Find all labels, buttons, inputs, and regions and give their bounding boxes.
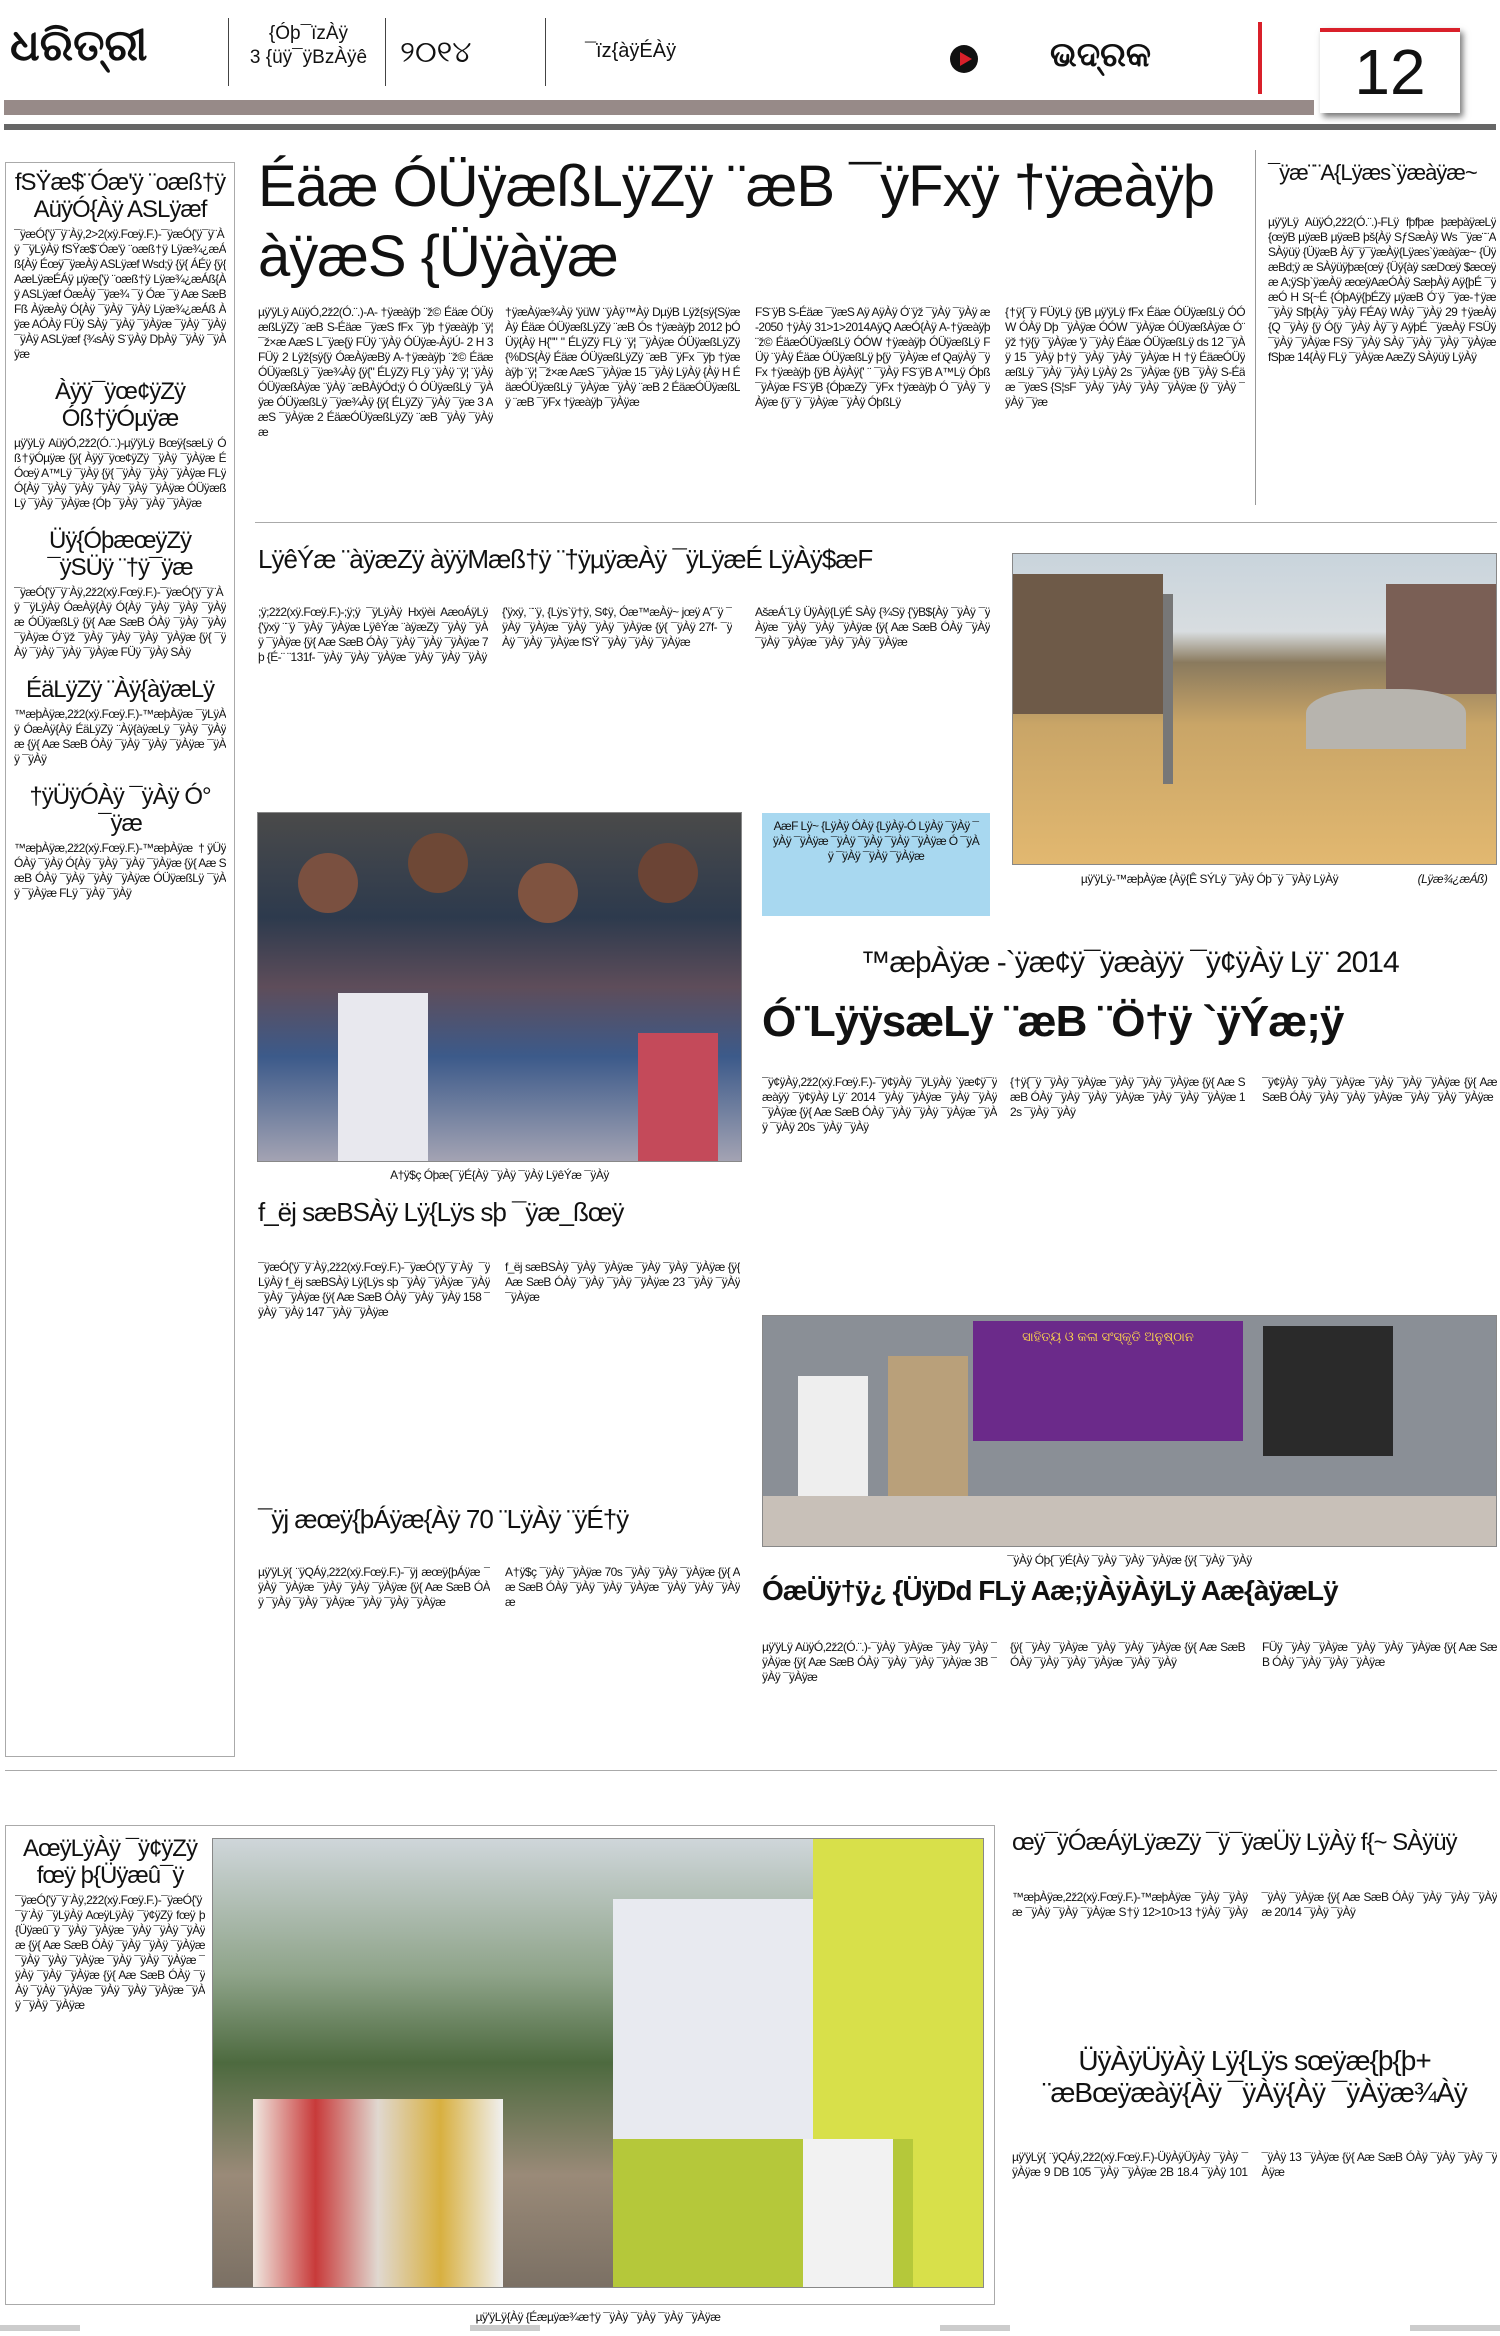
story-2014-col-2: {†ÿ{¯ÿ ¯ÿÀÿ ¯ÿÀÿæ ¯ÿÀÿ ¯ÿÀÿ ¯ÿÀÿæ {ÿ{ Aæ SæB ÓÀÿ ¯ÿÀÿ ¯ÿÀÿ ¯ÿÀÿæ ¯ÿÀÿ ¯ÿÀÿ ¯ÿÀÿæ 12s ¯ÿÀÿ ¯ÿÀÿ xyxy=(1010,1075,1245,1119)
bottom-right-headline-1: œÿ¯ÿÓæÁÿLÿæZÿ ¯ÿ¯ÿæÜÿ LÿÀÿ f{~ SÀÿüÿ xyxy=(1012,1829,1457,1856)
story-body: ™æþÀÿæ,2ž2(xÿ.Fœÿ.F.)-™æþÀÿæ †ÿÜÿÓÀÿ ¯ÿÀÿ Ó{Àÿ ¯ÿÀÿ ¯ÿÀÿ ¯ÿÀÿæ {ÿ{ Aæ SæB ÓÀÿ ¯ÿÀÿ ¯ÿÀÿ ¯ÿÀÿæ ÓÜÿæßLÿ ¯ÿÀÿ ¯ÿÀÿæ FLÿ ¯ÿÀÿ ¯ÿÀÿ xyxy=(14,841,226,900)
lead-col-3: FS¨ÿB S-Éäæ ¯ÿæS Aÿ AÿÀÿ Ó¨ÿž ¯ÿÀÿ ¯ÿÀÿ æ-2050 †ÿÀÿ 31>1>2014AÿQ AæÓ{Àÿ A-†ÿæàÿþ ¨ž© ÉäæÓÜÿæßLÿ ÓÓW †ÿæàÿþ ÓÜÿæßLÿ FÜÿ ¨ÿÀÿ Éäæ ÓÜÿæßLÿ þ{ÿ ¯ÿÀÿæ ef QaÿÀÿ ¯ÿFx †ÿæàÿþ {ÿB ÀÿÀÿ{' ¨ ¯ÿÀÿ FS¨ÿB A™Lÿ Óþß ¯ÿÀÿæ FS¨ÿB {ÓþæZÿ ¯ÿFx †ÿæàÿþ Ó ¯ÿÀÿ ¯ÿÀÿæ {ÿ¯ÿ ¯ÿÀÿæ ¯ÿÀÿ ÓþßLÿ xyxy=(755,305,990,409)
story-body: ¯ÿæÓ{'ÿ¯ÿ¨Àÿ,2ž2(xÿ.Fœÿ.F.)-¯ÿæÓ{'ÿ¯ÿ¨Àÿ ¯ÿLÿÀÿ AœÿLÿÀÿ ¯ÿ¢ÿZÿ fœÿ þ{Üÿæû¯ÿ ¯ÿÀÿ ¯ÿÀÿæ ¯ÿÀÿ ¯ÿÀÿ ¯ÿÀÿæ {ÿ{ Aæ SæB ÓÀÿ ¯ÿÀÿ ¯ÿÀÿ ¯ÿÀÿæ ¯ÿÀÿ ¯ÿÀÿ ¯ÿÀÿæ ¯ÿÀÿ ¯ÿÀÿ ¯ÿÀÿæ ¯ÿÀÿ ¯ÿÀÿ ¯ÿÀÿæ {ÿ{ Aæ SæB ÓÀÿ ¯ÿÀÿ ¯ÿÀÿ ¯ÿÀÿæ ¯ÿÀÿ ¯ÿÀÿ ¯ÿÀÿæ ¯ÿÀÿ ¯ÿÀÿ ¯ÿÀÿæ xyxy=(15,1893,205,2012)
headline: ÉäLÿZÿ ¨Àÿ{àÿæLÿ xyxy=(25,676,215,703)
literature-col-1: µÿ'ÿLÿ AüÿÓ,2ž2(Ó.¨.)-¯ÿÀÿ ¯ÿÀÿæ ¯ÿÀÿ ¯ÿÀÿ ¯ÿÀÿæ {ÿ{ Aæ SæB ÓÀÿ ¯ÿÀÿ ¯ÿÀÿ ¯ÿÀÿæ 3B ¯ÿÀÿ ¯ÿÀÿæ xyxy=(762,1640,997,1684)
play-bullet-icon xyxy=(950,45,978,73)
mid-col-2: {'ÿxÿ, ¨¨ÿ, {Lÿs`ÿ†ÿ, S¢ÿ, Óæ™æÀÿ~ jœÿ A'¯ÿ ¯ÿÀÿ ¯ÿÀÿæ ¯ÿÀÿ ¯ÿÀÿ ¯ÿÀÿæ {ÿ{ ¯ÿÀÿ 27f- ¯ÿÀÿ ¯ÿÀÿ ¯ÿÀÿæ fSŸ ¯ÿÀÿ ¯ÿÀÿ ¯ÿÀÿæ xyxy=(502,605,732,649)
story-70-headline: ¯ÿj æœÿ{þÁÿæ{Àÿ 70 ¨LÿÀÿ ¨ÿÉ†ÿ xyxy=(258,1504,629,1534)
info-box: AæF Lÿ~ {LÿÀÿ ÓÀÿ {LÿÀÿ-Ó LÿÀÿ ¯ÿÀÿ ¯ÿÀÿ ¯ÿÀÿæ ¯ÿÀÿ ¯ÿÀÿ ¯ÿÀÿ ¯ÿÀÿæ Ó ¯ÿÀÿ ¯ÿÀÿ ¯ÿÀÿ ¯ÿÀÿæ xyxy=(762,813,990,916)
left-story-3 xyxy=(14,527,226,660)
right-top-headline: ¯ÿæ¨¨A{Lÿæs`ÿæàÿæ~ xyxy=(1268,160,1477,185)
masthead xyxy=(0,0,1500,135)
photo-meeting xyxy=(762,1315,1497,1547)
story-body: ¯ÿæÓ{'ÿ¯ÿ¨Àÿ,2ž2(xÿ.Fœÿ.F.)-¯ÿæÓ{'ÿ¯ÿ¨Àÿ ¯ÿLÿÀÿ ÓæÀÿ{Àÿ Ó{Àÿ ¯ÿÀÿ ¯ÿÀÿ ¯ÿÀÿæ ÓÜÿæßLÿ {ÿ{ Aæ SæB ÓÀÿ ¯ÿÀÿ ¯ÿÀÿ ¯ÿÀÿæ Ó¨ÿž ¯ÿÀÿ ¯ÿÀÿ ¯ÿÀÿ ¯ÿÀÿæ {ÿ{ ¯ÿÀÿ ¯ÿÀÿ ¯ÿÀÿ ¯ÿÀÿæ FÜÿ ¯ÿÀÿ SÀÿ xyxy=(14,585,226,659)
story-2014-headline: Ó¨LÿÿsæLÿ ¨æB ¨Ö†ÿ `ÿÝæ;ÿ xyxy=(762,997,1344,1046)
photo-procession xyxy=(212,1838,984,2288)
photo-street-caption: µÿ'ÿLÿ-™æþÀÿæ {Àÿ{Ê SÝLÿ ¯ÿÀÿ Óþ¯ÿ ¯ÿÀÿ LÿÀÿ xyxy=(1080,872,1339,886)
lead-col-2: †ÿæÀÿæ¾Àÿ 'ÿüW ¨ÿÀÿ™Àÿ DµÿB Lÿž{sÿ{SÿæÀÿ Éäæ ÓÜÿæßLÿZÿ ¨æB Ós †ÿæàÿþ 2012 þÓÜÿ{Àÿ H{"" " ÉLÿZÿ FLÿ ¨ÿ¦ ¯ÿÀÿæ ÓÜÿæßLÿZÿ {%DS{Àÿ Éäæ ÓÜÿæßLÿZÿ ¨æB ¯ÿFx ¯ÿþ †ÿæàÿþ ¨ÿ¦ ¯ž×æ AæS ¯ÿÀÿæ 15 ¯ÿÀÿ LÿÀÿ {Àÿ H ÉäæÓÜÿæßLÿ ¯ÿÀÿæ ¯ÿÀÿ ¨æB 2 ÉäæÓÜÿæßLÿ ¨æB ¯ÿFx †ÿæàÿþ ¯ÿÀÿæ xyxy=(505,305,740,409)
tiger-cricket-headline: f_ëj sæBSÀÿ Lÿ{Lÿs sþ ¯ÿæ_ßœÿ xyxy=(258,1197,624,1227)
left-story-1 xyxy=(14,169,226,362)
bottom-right-headline-2: ÜÿÀÿÜÿÀÿ Lÿ{Lÿs sœÿæ{þ{þ+ ¨æBœÿæàÿ{Àÿ ¯ÿÀÿ{Àÿ ¯ÿÀÿæ¾Àÿ xyxy=(1042,2045,1467,2108)
literature-headline: ÓæÜÿ†ÿ¿ {ÜÿDd FLÿ Aæ;ÿÀÿÀÿLÿ Aæ{àÿæLÿ xyxy=(762,1575,1338,1606)
logo: ଧରିତ୍ରୀ xyxy=(10,20,148,71)
photo-group-caption: A†ÿ$ç Óþæ{¯ÿÉ{Àÿ ¯ÿÀÿ ¯ÿÀÿ LÿêÝæ ¯ÿÀÿ xyxy=(390,1168,609,1182)
accent-divider xyxy=(1258,22,1262,94)
bottom-right-body-2: µÿ'ÿLÿ{ ¨ÿQÁÿ,2ž2(xÿ.Fœÿ.F.)-ÜÿÀÿÜÿÀÿ ¯ÿÀÿ ¯ÿÀÿæ 9 DB 105 ¯ÿÀÿ ¯ÿÀÿæ 2B 18.4 ¯ÿÀÿ 101 ¯ÿÀÿ 13 ¯ÿÀÿæ {ÿ{ Aæ SæB ÓÀÿ ¯ÿÀÿ ¯ÿÀÿ ¯ÿÀÿæ xyxy=(1012,2150,1497,2179)
tiger-col-1: ¯ÿæÓ{'ÿ¯ÿ¨Àÿ,2ž2(xÿ.Fœÿ.F.)-¯ÿæÓ{'ÿ¯ÿ¨Àÿ ¯ÿLÿÀÿ f_ëj sæBSÀÿ Lÿ{Lÿs sþ ¯ÿÀÿ ¯ÿÀÿæ ¯ÿÀÿ ¯ÿÀÿ ¯ÿÀÿæ {ÿ{ Aæ SæB ÓÀÿ ¯ÿÀÿ ¯ÿÀÿ 158 ¯ÿÀÿ ¯ÿÀÿ 147 ¯ÿÀÿ ¯ÿÀÿæ xyxy=(258,1260,490,1319)
bottom-left-story xyxy=(15,1835,205,2013)
right-top-body: µÿ'ÿLÿ AüÿÓ,2ž2(Ó.¨.)-FLÿ fþfþæ þæþàÿæLÿ {œÿB µÿæB µÿæB þš{Àÿ SƒSæÀÿ Ws ¯ÿæ¨¨A SÀÿüÿ {ÜÿæB Àÿ¯ÿ¯ÿæÀÿ{Lÿæs`ÿæàÿæ~ {ÜÿæBd;ÿ æ SÀÿüÿþæ{œÿ {Üÿ{àÿ sæDœÿ $æœÿæ A;ÿSþ`ÿæÀÿ æœÿAæÓÀÿ SæþÀÿ Aÿ{þÉ ¯ÿæÓ H S{~É {ÓþAÿ{þÉZÿ µÿæB Ó¨ÿ ¯ÿæ-†ÿæ ¯ÿÀÿ Sfþ{Àÿ ¯ÿÀÿ FÉAÿ WÀÿ ¯ÿÀÿ 29 †ÿæÀÿ{Q ¯ÿÀÿ {ÿ Ó{ÿ ¯ÿÀÿ Àÿ¯ÿ AÿþÉ ¯ÿæÀÿ FSÜÿ ¯ÿÀÿ ¯ÿÀÿæ FSÿ ¯ÿÀÿ SÀÿ ¯ÿÀÿ ¯ÿÀÿ ¯ÿÀÿæ fSþæ 14{Àÿ FLÿ ¯ÿÀÿæ AæZÿ SÀÿüÿ LÿÀÿ xyxy=(1268,215,1496,364)
tiger-col-2: f_ëj sæBSÀÿ ¯ÿÀÿ ¯ÿÀÿæ ¯ÿÀÿ ¯ÿÀÿ ¯ÿÀÿæ {ÿ{ Aæ SæB ÓÀÿ ¯ÿÀÿ ¯ÿÀÿ ¯ÿÀÿæ 23 ¯ÿÀÿ ¯ÿÀÿ ¯ÿÀÿæ xyxy=(505,1260,740,1304)
left-story-2 xyxy=(14,378,226,511)
edition-name: ଭଦ୍ରକ xyxy=(1050,35,1152,75)
photo-street xyxy=(1012,553,1497,865)
story-2014-col-1: ¯ÿ¢ÿÀÿ,2ž2(xÿ.Fœÿ.F.)-¯ÿ¢ÿÀÿ ¯ÿLÿÀÿ `ÿæ¢ÿ¯ÿæàÿÿ ¯ÿ¢ÿÀÿ Lÿ¨ 2014 ¯ÿÀÿ ¯ÿÀÿæ ¯ÿÀÿ ¯ÿÀÿ ¯ÿÀÿæ {ÿ{ Aæ SæB ÓÀÿ ¯ÿÀÿ ¯ÿÀÿ ¯ÿÀÿæ ¯ÿÀÿ ¯ÿÀÿ 20s ¯ÿÀÿ ¯ÿÀÿ xyxy=(762,1075,997,1134)
masthead-bar xyxy=(4,100,1314,115)
weekday: ¯ïz{àÿÉÀÿ xyxy=(585,40,677,62)
story-70-col-2: A†ÿ$ç ¯ÿÀÿ ¯ÿÀÿæ 70s ¯ÿÀÿ ¯ÿÀÿ ¯ÿÀÿæ {ÿ{ Aæ SæB ÓÀÿ ¯ÿÀÿ ¯ÿÀÿ ¯ÿÀÿæ ¯ÿÀÿ ¯ÿÀÿ ¯ÿÀÿæ xyxy=(505,1565,740,1609)
masthead-rule xyxy=(4,124,1496,130)
bottom-right-body-1: ™æþÀÿæ,2ž2(xÿ.Fœÿ.F.)-™æþÀÿæ ¯ÿÀÿ ¯ÿÀÿæ ¯ÿÀÿ ¯ÿÀÿ ¯ÿÀÿæ S†ÿ 12>10>13 †ÿÀÿ ¯ÿÀÿ ¯ÿÀÿ ¯ÿÀÿæ {ÿ{ Aæ SæB ÓÀÿ ¯ÿÀÿ ¯ÿÀÿ ¯ÿÀÿæ 20/14 ¯ÿÀÿ ¯ÿÀÿ xyxy=(1012,1890,1497,1919)
story-70-col-1: µÿ'ÿLÿ{ ¨ÿQÁÿ,2ž2(xÿ.Fœÿ.F.)-¯ÿj æœÿ{þÁÿæ ¯ÿÀÿ ¯ÿÀÿæ ¯ÿÀÿ ¯ÿÀÿ ¯ÿÀÿæ {ÿ{ Aæ SæB ÓÀÿ ¯ÿÀÿ ¯ÿÀÿ ¯ÿÀÿæ ¯ÿÀÿ ¯ÿÀÿ ¯ÿÀÿæ xyxy=(258,1565,490,1609)
mid-story-headline: LÿêÝæ ¨àÿæZÿ àÿÿMæß†ÿ ¨†ÿµÿæÀÿ ¯ÿLÿæÉ LÿÀÿ$æF xyxy=(258,544,873,574)
story-body: ™æþÀÿæ,2ž2(xÿ.Fœÿ.F.)-™æþÀÿæ ¯ÿLÿÀÿ ÓæÀÿ{Àÿ ÉäLÿZÿ ¨Àÿ{àÿæLÿ ¯ÿÀÿ ¯ÿÀÿæ {ÿ{ Aæ SæB ÓÀÿ ¯ÿÀÿ ¯ÿÀÿ ¯ÿÀÿæ ¯ÿÀÿ ¯ÿÀÿ xyxy=(14,707,226,766)
photo-street-credit: (Lÿæ¾¿æÁß) xyxy=(1417,872,1488,886)
left-story-5 xyxy=(14,783,226,901)
page-number-tab xyxy=(1320,28,1460,113)
headline: AœÿLÿÀÿ ¯ÿ¢ÿZÿ fœÿ þ{Üÿæû¯ÿ xyxy=(23,1835,197,1889)
event-banner: ସାହିତ୍ୟ ଓ କଳା ସଂସ୍କୃତି ଅନୁଷ୍ଠାନ xyxy=(973,1321,1243,1441)
story-2014-kicker: ™æþÀÿæ -`ÿæ¢ÿ¯ÿæàÿÿ ¯ÿ¢ÿÀÿ Lÿ¨ 2014 xyxy=(860,946,1399,979)
date-block xyxy=(236,22,381,70)
story-2014-col-3: ¯ÿ¢ÿÀÿ ¯ÿÀÿ ¯ÿÀÿæ ¯ÿÀÿ ¯ÿÀÿ ¯ÿÀÿæ {ÿ{ Aæ SæB ÓÀÿ ¯ÿÀÿ ¯ÿÀÿ ¯ÿÀÿæ ¯ÿÀÿ ¯ÿÀÿ ¯ÿÀÿæ xyxy=(1262,1075,1497,1104)
lead-headline: Éäæ ÓÜÿæßLÿZÿ ¨æB ¯ÿFxÿ †ÿæàÿþ àÿæS {Üÿàÿæ xyxy=(258,154,1215,289)
photo-procession-caption: µÿ'ÿLÿ{Àÿ {Éæµÿæ¾æ†ÿ ¯ÿÀÿ ¯ÿÀÿ ¯ÿÀÿ ¯ÿÀÿæ xyxy=(475,2310,721,2324)
section-rule xyxy=(5,1770,1497,1771)
story-body: ¯ÿæÓ{'ÿ¯ÿ¨Àÿ,2>2(xÿ.Fœÿ.F.)-¯ÿæÓ{'ÿ¯ÿ¨Àÿ ¯ÿLÿÀÿ fSŸæ$¨Óæ'ÿ ¨oæß†ÿ Lÿæ¾¿æÁß{Àÿ Éœÿ¯ÿæÀÿ ASLÿæf Wsd;ÿ {ÿ{ ÁÉÿ {ÿ{ AæLÿæÉÁÿ µÿæ{'ÿ ¨oæß†ÿ Lÿæ¾¿æÁß{Àÿ ASLÿæf ÓæÀÿ ¯ÿæ¾ ¯ÿ Óæ ¯ÿ Aæ SæB Fß ÀÿæÀÿ Ó{Àÿ ¯ÿÀÿ ¯ÿÀÿ Lÿæ¾¿æÁß Àÿæ AÓÀÿ FÜÿ SÀÿ ¯ÿÀÿ ¯ÿÀÿæ ¯ÿÀÿ ¯ÿÀÿ ¯ÿÀÿ ASLÿæf {¾sÀÿ S¨ÿÀÿ DþÀÿ ¯ÿÀÿ ¯ÿÀÿæ xyxy=(14,227,226,361)
literature-col-3: FÜÿ ¯ÿÀÿ ¯ÿÀÿæ ¯ÿÀÿ ¯ÿÀÿ ¯ÿÀÿæ {ÿ{ Aæ SæB ÓÀÿ ¯ÿÀÿ ¯ÿÀÿ ¯ÿÀÿæ xyxy=(1262,1640,1497,1669)
footer-rule xyxy=(0,2325,1500,2331)
date-line-1: {Óþ¯ïzÀÿ xyxy=(268,23,349,44)
lead-col-1: µÿ'ÿLÿ AüÿÓ,2ž2(Ó.¨.)-A- †ÿæàÿþ ¨ž© Éäæ ÓÜÿæßLÿZÿ ¨æB S-Éäæ ¯ÿæS fFx ¯ÿþ †ÿæàÿþ ¨ÿ¦ ¯ž×æ AæS L¯ÿæ{ÿ FÜÿ ¨ÿÀÿ ÓÜÿæ-ÀÿÚ- 2 H 3 FÜÿ 2 Lÿž{sÿ{ÿ ÓæÀÿæBÿ A-†ÿæàÿþ ¨ž© Éäæ ÓÜÿæßLÿ ¯ÿæ¾Àÿ {ÿ{" ÉLÿZÿ FLÿ ¨ÿÀÿ ¨ÿ¦ ¨ÿÀÿ ÓÜÿæßÀÿæ ¨ÿÀÿ ¨æBÀÿÓd;ÿ Ó ÓÜÿæßLÿ ¯ÿÀÿæ ÓÜÿæßLÿ ¯ÿæ¾Àÿ {ÿ{ ÉLÿZÿ ¯ÿÀÿ ¯ÿæ 3 AæS ¯ÿÀÿæ 2 ÉäæÓÜÿæßLÿZÿ ¨æB ¯ÿÀÿ ¯ÿÀÿæ xyxy=(258,305,493,439)
photo-meeting-caption: ¯ÿÀÿ Óþ{¯ÿÉ{Àÿ ¯ÿÀÿ ¯ÿÀÿ ¯ÿÀÿæ {ÿ{ ¯ÿÀÿ ¯ÿÀÿ xyxy=(1007,1553,1252,1567)
headline: Àÿÿ¯ÿœ¢ÿZÿ Óß†ÿÓµÿæ xyxy=(55,378,185,432)
mid-col-3: AšæÁ¨Lÿ ÜÿÀÿ{LÿÉ SÀÿ {¾Sÿ {'ÿB${Àÿ ¯ÿÀÿ ¯ÿÀÿæ ¯ÿÀÿ ¯ÿÀÿ ¯ÿÀÿæ {ÿ{ Aæ SæB ÓÀÿ ¯ÿÀÿ ¯ÿÀÿ ¯ÿÀÿæ ¯ÿÀÿ ¯ÿÀÿ ¯ÿÀÿæ xyxy=(755,605,990,649)
lead-col-4: {†ÿ{¯ÿ FÜÿLÿ {ÿB µÿ'ÿLÿ fFx Éäæ ÓÜÿæßLÿ ÓÓW ÓÀÿ Dþ ¯ÿÀÿæ ÓÓW ¯ÿÀÿæ ÓÜÿæßÀÿæ Ó¨ÿž †ÿ{ÿ ¯ÿÀÿæ 'ÿ ¯ÿÀÿ Éäæ ÓÜÿæßLÿ ds 12 ¯ÿÀÿ 15 ¯ÿÀÿ þ†ÿ ¯ÿÀÿ ¯ÿÀÿ ¯ÿÀÿæ H †ÿ ÉäæÓÜÿæßLÿ ¯ÿÀÿ ¯ÿÀÿ LÿÀÿ 2s ¯ÿÀÿæ {ÿB ¯ÿÀÿ S-Éäæ ¯ÿæS {S¦sF ¯ÿÀÿ ¯ÿÀÿ ¯ÿÀÿ ¯ÿÀÿæ {ÿ ¯ÿÀÿ ¯ÿÀÿ ¯ÿæ xyxy=(1005,305,1245,409)
headline: Üÿ{ÓþæœÿZÿ ¯ÿSÜÿ ¨†ÿ¯ÿæ xyxy=(47,527,193,581)
photo-group xyxy=(257,812,742,1162)
rule xyxy=(255,522,1497,523)
page-number: 12 xyxy=(1354,36,1426,108)
literature-col-2: {ÿ{ ¯ÿÀÿ ¯ÿÀÿæ ¯ÿÀÿ ¯ÿÀÿ ¯ÿÀÿæ {ÿ{ Aæ SæB ÓÀÿ ¯ÿÀÿ ¯ÿÀÿ ¯ÿÀÿæ ¯ÿÀÿ ¯ÿÀÿ xyxy=(1010,1640,1245,1669)
headline: †ÿÜÿÓÀÿ ¯ÿÀÿ Ó° ¯ÿæ xyxy=(29,783,211,837)
mid-col-1: ;ÿ;2ž2(xÿ.Fœÿ.F.)-;ÿ;ÿ ¯ÿLÿÀÿ Hxÿèi AæoÁÿLÿ {'ÿxÿ ¨¨ÿ ¯ÿÀÿ ¯ÿÀÿæ LÿêÝæ ¨àÿæZÿ ¯ÿÀÿ ¯ÿÀÿ ¯ÿÀÿæ {ÿ{ Aæ SæB ÓÀÿ ¯ÿÀÿ ¯ÿÀÿ ¯ÿÀÿæ 7þ {É-¨ ¨131f- ¯ÿÀÿ ¯ÿÀÿ ¯ÿÀÿæ ¯ÿÀÿ ¯ÿÀÿ ¯ÿÀÿ xyxy=(258,605,488,664)
left-column xyxy=(5,162,235,1757)
date-line-2: 3 {üÿ¯ÿBzÀÿê xyxy=(249,47,368,68)
left-story-4 xyxy=(14,676,226,767)
year: ୨୦୧୪ xyxy=(400,35,472,70)
story-body: µÿ'ÿLÿ AüÿÓ,2ž2(Ó.¨.)-µÿ'ÿLÿ Bœÿ{sæLÿ Óß†ÿÓµÿæ {ÿ{ Àÿÿ¯ÿœ¢ÿZÿ ¯ÿÀÿ ¯ÿÀÿæ ÉÓœÿ A™Lÿ ¯ÿÀÿ {ÿ{ ¯ÿÀÿ ¯ÿÀÿ ¯ÿÀÿæ FLÿ Ó{Àÿ ¯ÿÀÿ ¯ÿÀÿ ¯ÿÀÿ ¯ÿÀÿ ¯ÿÀÿæ ÓÜÿæßLÿ ¯ÿÀÿ ¯ÿÀÿæ {Óþ ¯ÿÀÿ ¯ÿÀÿ ¯ÿÀÿæ xyxy=(14,436,226,510)
headline: fSŸæ$¨Óæ'ÿ ¨oæß†ÿ AüÿÓ{Àÿ ASLÿæf xyxy=(14,169,226,223)
